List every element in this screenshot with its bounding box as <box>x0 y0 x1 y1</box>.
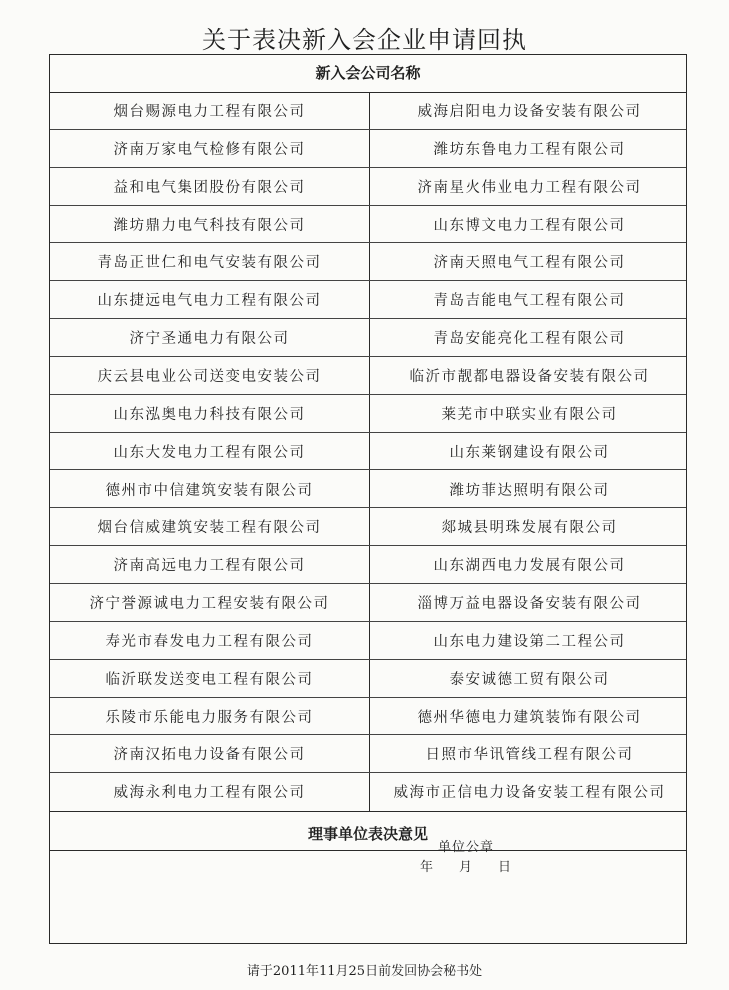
table-row <box>50 546 686 584</box>
company-name-left: 庆云县电业公司送变电安装公司 <box>97 368 322 385</box>
seal-label: 单位公章 <box>438 840 495 855</box>
company-grid <box>50 92 686 811</box>
company-name-right: 莱芜市中联实业有限公司 <box>441 406 618 423</box>
table-row <box>50 243 686 281</box>
company-name-right: 威海市正信电力设备安装工程有限公司 <box>393 785 666 802</box>
table-row <box>50 471 686 509</box>
table-row <box>50 92 686 130</box>
company-name-left: 济南汉拓电力设备有限公司 <box>113 747 306 764</box>
company-name-right: 潍坊东鲁电力工程有限公司 <box>433 141 626 158</box>
company-name-right: 日照市华讯管线工程有限公司 <box>425 747 634 764</box>
company-name-right: 潍坊菲达照明有限公司 <box>449 482 610 499</box>
form-table <box>49 54 687 944</box>
company-name-right: 山东莱钢建设有限公司 <box>449 444 610 461</box>
company-name-left: 济宁誉源诚电力工程安装有限公司 <box>89 596 330 613</box>
table-row <box>50 281 686 319</box>
company-name-right: 山东湖西电力发展有限公司 <box>433 558 626 575</box>
table-row <box>50 130 686 168</box>
company-name-right: 青岛安能亮化工程有限公司 <box>433 331 626 348</box>
company-name-right: 郯城县明珠发展有限公司 <box>441 520 618 537</box>
opinion-header: 理事单位表决意见 <box>50 811 686 851</box>
table-row <box>50 433 686 471</box>
table-row <box>50 735 686 773</box>
table-row <box>50 698 686 736</box>
company-name-right: 临沂市靓都电器设备安装有限公司 <box>409 368 650 385</box>
table-row <box>50 622 686 660</box>
company-name-left: 山东泓奥电力科技有限公司 <box>113 406 306 423</box>
opinion-area[interactable] <box>50 851 686 943</box>
company-name-right: 济南星火伟业电力工程有限公司 <box>417 179 642 196</box>
company-name-right: 德州华德电力建筑装饰有限公司 <box>417 709 642 726</box>
company-name-left: 寿光市春发电力工程有限公司 <box>105 633 314 650</box>
company-name-right: 山东博文电力工程有限公司 <box>433 217 626 234</box>
company-name-right: 青岛吉能电气工程有限公司 <box>433 293 626 310</box>
company-name-left: 益和电气集团股份有限公司 <box>113 179 306 196</box>
company-name-right: 山东电力建设第二工程公司 <box>433 633 626 650</box>
company-name-left: 烟台赐源电力工程有限公司 <box>113 104 306 120</box>
table-row <box>50 319 686 357</box>
table-row <box>50 660 686 698</box>
company-name-left: 威海永利电力工程有限公司 <box>113 785 306 802</box>
table-row <box>50 357 686 395</box>
footer-note: 请于2011年11月25日前发回协会秘书处 <box>246 964 483 979</box>
company-name-left: 德州市中信建筑安装有限公司 <box>105 482 314 499</box>
table-row <box>50 584 686 622</box>
date-label: 年 月 日 <box>420 860 512 875</box>
table-row <box>50 206 686 244</box>
company-name-left: 乐陵市乐能电力服务有限公司 <box>105 709 314 726</box>
company-name-left: 山东捷远电气电力工程有限公司 <box>97 293 322 310</box>
company-name-left: 济南万家电气检修有限公司 <box>113 141 306 158</box>
company-name-right: 淄博万益电器设备安装有限公司 <box>417 596 642 613</box>
table-row <box>50 508 686 546</box>
company-name-left: 青岛正世仁和电气安装有限公司 <box>97 255 322 272</box>
table-row <box>50 395 686 433</box>
company-name-left: 烟台信威建筑安装工程有限公司 <box>97 520 322 537</box>
company-name-right: 泰安诚德工贸有限公司 <box>449 671 610 688</box>
company-name-left: 临沂联发送变电工程有限公司 <box>105 671 314 688</box>
section-header: 新入会公司名称 <box>50 55 686 93</box>
company-name-left: 济南高远电力工程有限公司 <box>113 558 306 575</box>
table-row <box>50 168 686 206</box>
company-name-right: 济南天照电气工程有限公司 <box>433 255 626 272</box>
table-row <box>50 773 686 811</box>
company-name-left: 济宁圣通电力有限公司 <box>129 331 290 348</box>
company-name-left: 山东大发电力工程有限公司 <box>113 444 306 461</box>
company-name-right: 威海启阳电力设备安装有限公司 <box>417 104 642 120</box>
document-title: 关于表决新入会企业申请回执 <box>202 26 527 54</box>
company-name-left: 潍坊鼎力电气科技有限公司 <box>113 217 306 234</box>
